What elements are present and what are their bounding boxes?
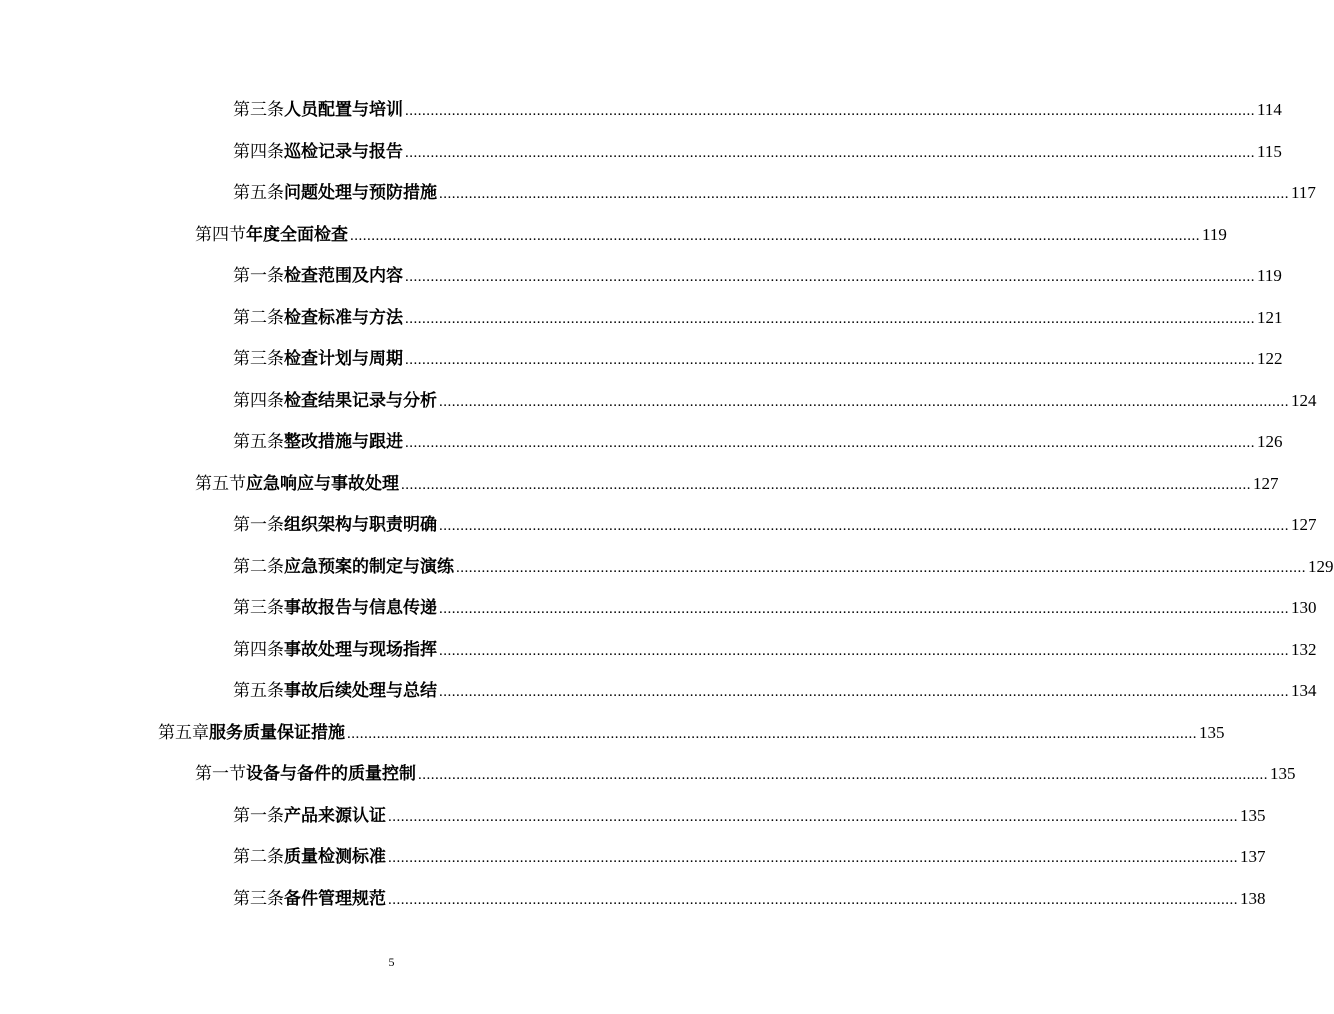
toc-leader-dots: ........................................................................................................................................................................................................ bbox=[405, 435, 1255, 451]
toc-entry-page: 127 bbox=[1291, 515, 1317, 534]
toc-entry-number: 第四条 bbox=[233, 639, 284, 660]
toc-entry-page: 122 bbox=[1257, 349, 1283, 368]
toc-entry[interactable] bbox=[233, 636, 1317, 664]
toc-entry-title: 质量检测标准 bbox=[284, 847, 386, 867]
toc-leader-dots: ........................................................................................................................................................................................................ bbox=[401, 476, 1251, 493]
toc-entry-title: 备件管理规范 bbox=[284, 888, 386, 909]
toc-entry-title: 服务质量保证措施 bbox=[209, 722, 345, 743]
toc-entry-number: 第五条 bbox=[233, 681, 284, 701]
toc-entry-number: 第四条 bbox=[233, 390, 284, 411]
toc-entry-page: 114 bbox=[1257, 100, 1282, 119]
toc-entry-title: 检查计划与周期 bbox=[284, 349, 403, 369]
toc-entry-number: 第三条 bbox=[233, 888, 284, 909]
toc-entry-title: 组织架构与职责明确 bbox=[284, 515, 437, 535]
toc-entry-title: 应急预案的制定与演练 bbox=[284, 556, 454, 577]
toc-entry-page: 135 bbox=[1270, 764, 1296, 783]
toc-leader-dots: ........................................................................................................................................................................................................ bbox=[388, 891, 1238, 908]
toc-entry-title: 人员配置与培训 bbox=[284, 100, 403, 120]
toc-entry[interactable] bbox=[233, 138, 1282, 166]
toc-entry-page: 130 bbox=[1291, 598, 1317, 617]
toc-leader-dots: ........................................................................................................................................................................................................ bbox=[456, 559, 1306, 576]
toc-entry-page: 135 bbox=[1199, 722, 1225, 742]
toc-entry-number: 第五章 bbox=[158, 722, 209, 743]
toc-entry-page: 132 bbox=[1291, 639, 1317, 659]
toc-entry-title: 检查结果记录与分析 bbox=[284, 390, 437, 411]
toc-leader-dots: ........................................................................................................................................................................................................ bbox=[405, 144, 1255, 161]
toc-entry[interactable] bbox=[233, 345, 1283, 373]
toc-entry-number: 第五条 bbox=[233, 183, 284, 203]
toc-entry[interactable] bbox=[233, 96, 1282, 124]
toc-entry-page: 119 bbox=[1257, 266, 1282, 285]
toc-entry-number: 第五节 bbox=[195, 473, 246, 494]
toc-entry-number: 第三条 bbox=[233, 349, 284, 369]
toc-entry-number: 第三条 bbox=[233, 100, 284, 120]
toc-entry-page: 134 bbox=[1291, 681, 1317, 700]
toc-entry-title: 产品来源认证 bbox=[284, 805, 386, 826]
toc-leader-dots: ........................................................................................................................................................................................................ bbox=[439, 518, 1289, 534]
toc-entry-number: 第一条 bbox=[233, 266, 284, 286]
toc-entry-title: 巡检记录与报告 bbox=[284, 141, 403, 162]
toc-entry-title: 整改措施与跟进 bbox=[284, 432, 403, 452]
toc-entry-title: 事故后续处理与总结 bbox=[284, 681, 437, 701]
toc-entry[interactable] bbox=[233, 885, 1266, 913]
toc-entry-title: 事故处理与现场指挥 bbox=[284, 639, 437, 660]
toc-entry-page: 117 bbox=[1291, 183, 1316, 202]
toc-entry-number: 第五条 bbox=[233, 432, 284, 452]
toc-entry-page: 137 bbox=[1240, 847, 1266, 866]
toc-entry[interactable] bbox=[233, 843, 1266, 871]
toc-entry-page: 138 bbox=[1240, 888, 1266, 908]
toc-leader-dots: ........................................................................................................................................................................................................ bbox=[347, 725, 1197, 742]
toc-entry[interactable] bbox=[195, 470, 1279, 498]
toc-leader-dots: ........................................................................................................................................................................................................ bbox=[439, 186, 1289, 202]
toc-leader-dots: ........................................................................................................................................................................................................ bbox=[439, 393, 1289, 410]
toc-entry[interactable] bbox=[158, 719, 1225, 747]
toc-entry-page: 135 bbox=[1240, 805, 1266, 825]
toc-entry-number: 第三条 bbox=[233, 598, 284, 618]
toc-entry-page: 124 bbox=[1291, 390, 1317, 410]
toc-entry-number: 第一条 bbox=[233, 805, 284, 826]
toc-entry[interactable] bbox=[233, 594, 1317, 622]
toc-entry-number: 第四节 bbox=[195, 224, 246, 245]
toc-entry-title: 应急响应与事故处理 bbox=[246, 473, 399, 494]
toc-entry-title: 年度全面检查 bbox=[246, 224, 348, 245]
toc-entry-page: 126 bbox=[1257, 432, 1283, 451]
toc-leader-dots: ........................................................................................................................................................................................................ bbox=[388, 808, 1238, 825]
toc-leader-dots: ........................................................................................................................................................................................................ bbox=[350, 227, 1200, 244]
toc-entry-page: 127 bbox=[1253, 473, 1279, 493]
toc-entry-page: 121 bbox=[1257, 307, 1283, 327]
toc-entry-number: 第二条 bbox=[233, 307, 284, 328]
toc-entry-number: 第二条 bbox=[233, 847, 284, 867]
toc-leader-dots: ........................................................................................................................................................................................................ bbox=[439, 642, 1289, 659]
toc-entry[interactable] bbox=[233, 179, 1316, 207]
toc-leader-dots: ........................................................................................................................................................................................................ bbox=[388, 850, 1238, 866]
toc-entry-title: 检查标准与方法 bbox=[284, 307, 403, 328]
toc-leader-dots: ........................................................................................................................................................................................................ bbox=[405, 352, 1255, 368]
toc-entry[interactable] bbox=[195, 760, 1296, 788]
toc-entry-page: 119 bbox=[1202, 224, 1227, 244]
toc-entry[interactable] bbox=[233, 262, 1282, 290]
toc-entry-page: 115 bbox=[1257, 141, 1282, 161]
toc-entry[interactable] bbox=[233, 511, 1317, 539]
toc-entry-title: 事故报告与信息传递 bbox=[284, 598, 437, 618]
toc-entry[interactable] bbox=[233, 428, 1283, 456]
toc-entry[interactable] bbox=[233, 387, 1317, 415]
toc-entry[interactable] bbox=[233, 304, 1283, 332]
toc-leader-dots: ........................................................................................................................................................................................................ bbox=[405, 103, 1255, 119]
toc-leader-dots: ........................................................................................................................................................................................................ bbox=[405, 269, 1255, 285]
toc-entry[interactable] bbox=[233, 802, 1266, 830]
toc-entry[interactable] bbox=[233, 677, 1317, 705]
toc-leader-dots: ........................................................................................................................................................................................................ bbox=[418, 767, 1268, 783]
toc-entry-number: 第四条 bbox=[233, 141, 284, 162]
toc-entry-title: 检查范围及内容 bbox=[284, 266, 403, 286]
toc-leader-dots: ........................................................................................................................................................................................................ bbox=[439, 601, 1289, 617]
page-number: 5 bbox=[388, 955, 395, 969]
toc-entry-number: 第二条 bbox=[233, 556, 284, 577]
toc-entry-title: 问题处理与预防措施 bbox=[284, 183, 437, 203]
toc-entry-number: 第一条 bbox=[233, 515, 284, 535]
toc-leader-dots: ........................................................................................................................................................................................................ bbox=[405, 310, 1255, 327]
toc-entry-page: 129 bbox=[1308, 556, 1334, 576]
toc-entry[interactable] bbox=[233, 553, 1334, 581]
toc-leader-dots: ........................................................................................................................................................................................................ bbox=[439, 684, 1289, 700]
toc-entry-number: 第一节 bbox=[195, 764, 246, 784]
toc-entry[interactable] bbox=[195, 221, 1227, 249]
toc-entry-title: 设备与备件的质量控制 bbox=[246, 764, 416, 784]
